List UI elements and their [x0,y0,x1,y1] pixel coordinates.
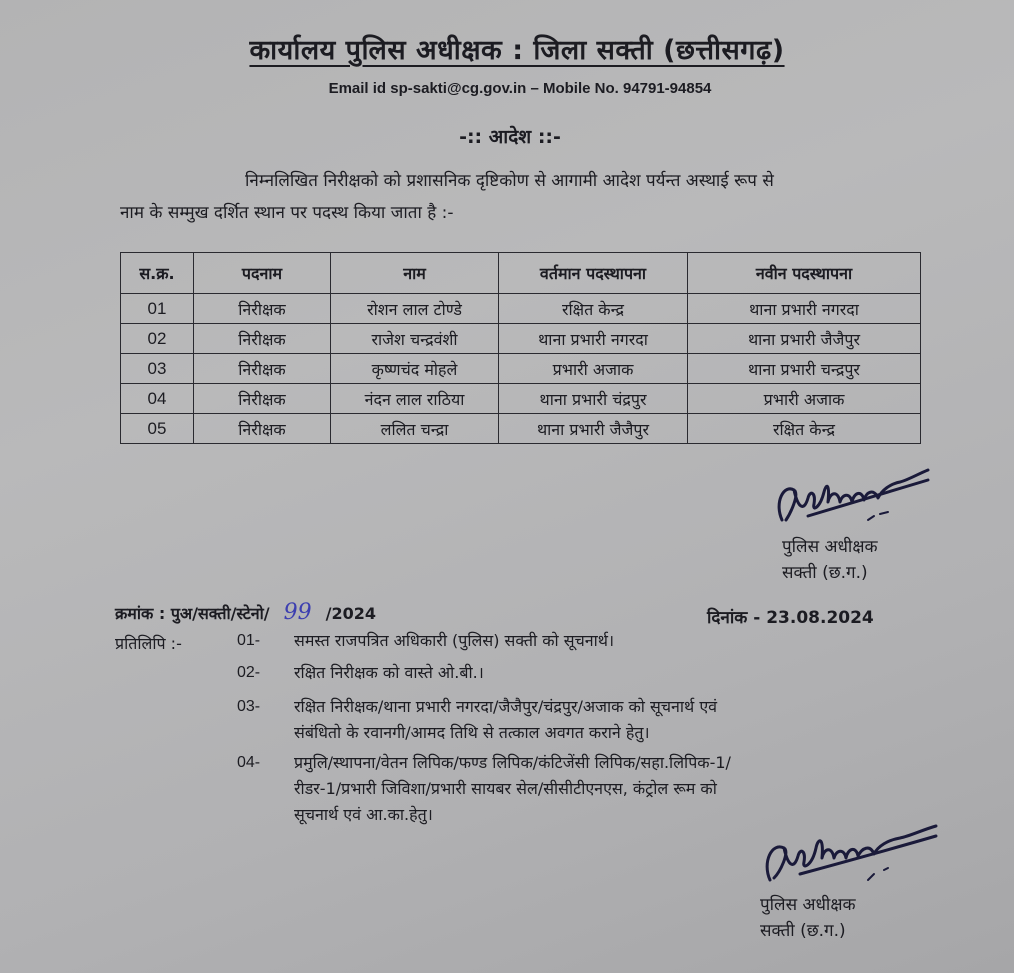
cell-current-posting: रक्षित केन्द्र [499,294,688,324]
header-current-posting: वर्तमान पदस्थापना [499,253,688,294]
cell-current-posting: थाना प्रभारी नगरदा [499,324,688,354]
cell-serial: 03 [121,354,194,384]
table-row [121,294,921,324]
cell-current-posting: थाना प्रभारी चंद्रपुर [499,384,688,414]
order-date: दिनांक - 23.08.2024 [707,608,874,628]
cell-designation: निरीक्षक [194,294,331,324]
cell-new-posting: थाना प्रभारी जैजैपुर [688,324,921,354]
signature-icon [758,818,948,890]
signatory-place: सक्ती (छ.ग.) [782,563,868,583]
copy-number: 02- [237,664,261,681]
signatory-place: सक्ती (छ.ग.) [760,921,846,941]
copies-label: प्रतिलिपि :- [115,634,182,653]
copy-text-line: संबंधितो के रवानगी/आमद तिथि से तत्काल अवगत कराने हेतु। [294,723,650,742]
cell-name: नंदन लाल राठिया [331,384,499,414]
cell-serial: 01 [121,294,194,324]
cell-serial: 04 [121,384,194,414]
header-serial: स.क्र. [121,253,194,294]
handwritten-number: 99 [283,600,312,625]
cell-new-posting: थाना प्रभारी नगरदा [688,294,921,324]
office-title: कार्यालय पुलिस अधीक्षक : जिला सक्ती (छत्तीसगढ़) [249,35,785,66]
cell-current-posting: थाना प्रभारी जैजैपुर [499,414,688,444]
intro-line-2: नाम के सम्मुख दर्शित स्थान पर पदस्थ किया जाता है :- [120,203,454,223]
transfer-table [120,252,921,444]
header-designation: पदनाम [194,253,331,294]
signature-icon [768,462,938,534]
cell-current-posting: प्रभारी अजाक [499,354,688,384]
signature-block-2 [758,818,948,944]
table-row [121,414,921,444]
cell-name: ललित चन्द्रा [331,414,499,444]
table-row [121,384,921,414]
contact-line: Email id sp-sakti@cg.gov.in – Mobile No. 94791-94854 [328,80,712,97]
table-header-row [121,253,921,294]
reference-prefix: क्रमांक : पुअ/सक्ती/स्टेनो/ [115,604,270,623]
copy-text-line: समस्त राजपत्रित अधिकारी (पुलिस) सक्ती को सूचनार्थ। [294,631,615,650]
cell-new-posting: थाना प्रभारी चन्द्रपुर [688,354,921,384]
table-row [121,324,921,354]
cell-serial: 05 [121,414,194,444]
order-heading: -:: आदेश ::- [459,126,561,148]
copy-number: 04- [237,754,261,771]
copy-text-line: रक्षित निरीक्षक को वास्ते ओ.बी.। [294,663,484,682]
signatory-designation: पुलिस अधीक्षक [782,537,878,557]
reference-suffix: /2024 [325,604,377,623]
header-name: नाम [331,253,499,294]
cell-name: राजेश चन्द्रवंशी [331,324,499,354]
table-row [121,354,921,384]
signature-block-1 [768,462,938,586]
cell-name: रोशन लाल टोण्डे [331,294,499,324]
reference-number [115,600,376,625]
copy-text-line: रक्षित निरीक्षक/थाना प्रभारी नगरदा/जैजैपुर/चंद्रपुर/अजाक को सूचनार्थ एवं [294,697,718,716]
header-new-posting: नवीन पदस्थापना [688,253,921,294]
cell-designation: निरीक्षक [194,414,331,444]
intro-line-1: निम्नलिखित निरीक्षको को प्रशासनिक दृष्टिकोण से आगामी आदेश पर्यन्त अस्थाई रूप से [245,171,774,191]
cell-designation: निरीक्षक [194,384,331,414]
copy-number: 03- [237,698,261,715]
cell-designation: निरीक्षक [194,354,331,384]
copy-number: 01- [237,632,261,649]
copy-text-line: प्रमुलि/स्थापना/वेतन लिपिक/फण्ड लिपिक/कंटिजेंसी लिपिक/सहा.लिपिक-1/ [294,753,731,772]
copy-text-line: रीडर-1/प्रभारी जिविशा/प्रभारी सायबर सेल/सीसीटीएनएस, कंट्रोल रूम को [294,779,717,798]
cell-serial: 02 [121,324,194,354]
cell-name: कृष्णचंद मोहले [331,354,499,384]
cell-new-posting: रक्षित केन्द्र [688,414,921,444]
cell-designation: निरीक्षक [194,324,331,354]
signatory-designation: पुलिस अधीक्षक [760,895,856,915]
copy-text-line: सूचनार्थ एवं आ.का.हेतु। [294,805,433,824]
cell-new-posting: प्रभारी अजाक [688,384,921,414]
